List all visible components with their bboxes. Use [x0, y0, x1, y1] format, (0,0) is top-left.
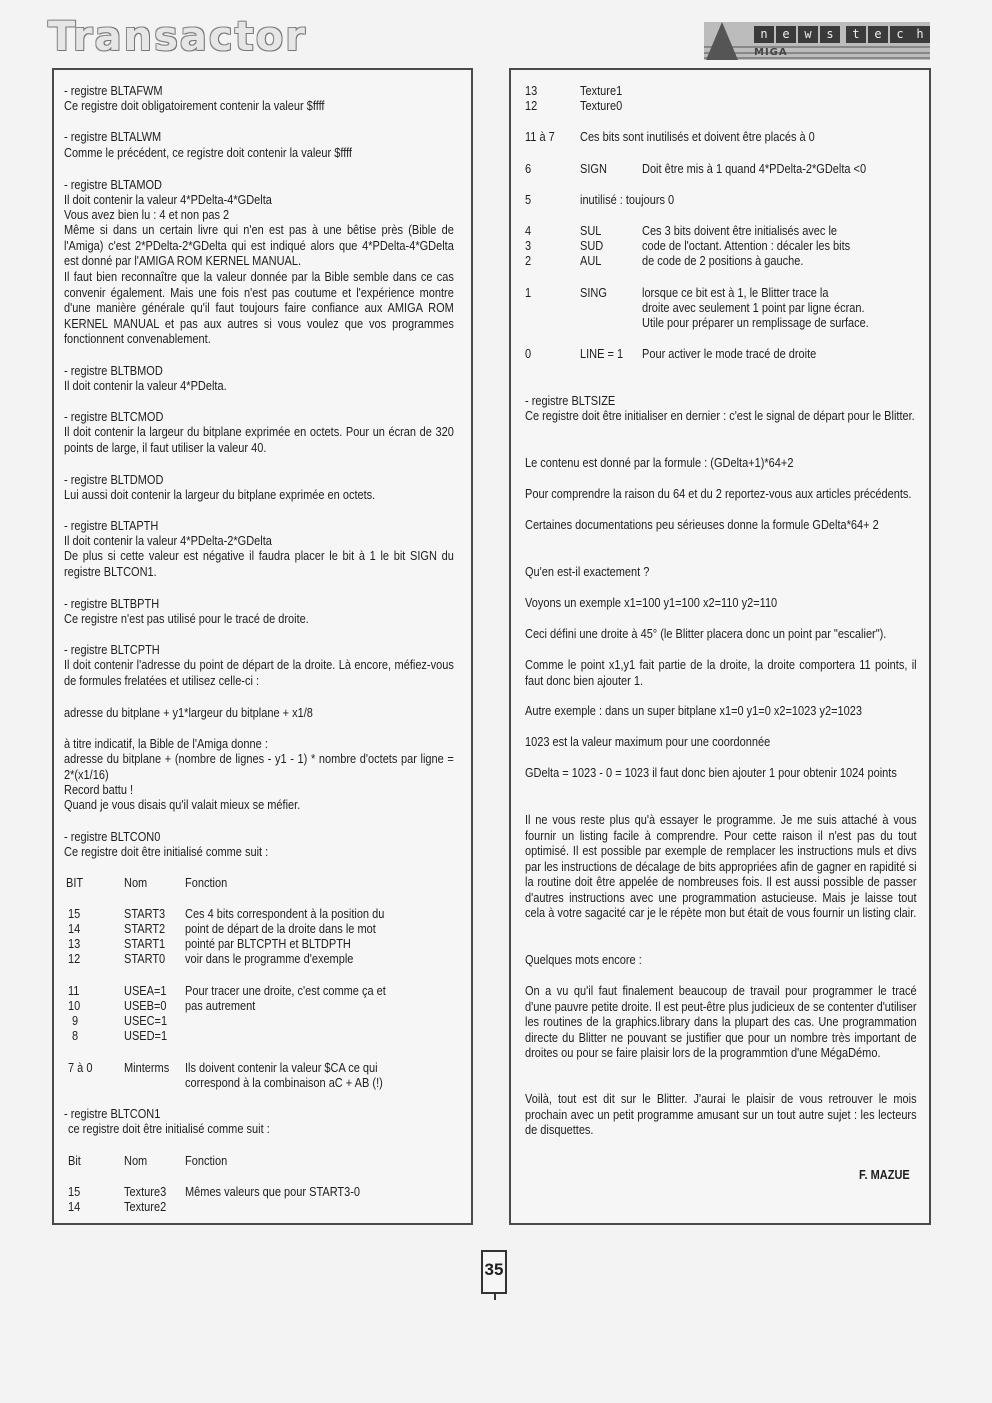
text-line: Autre exemple : dans un super bitplane x1=0 y1=0 x2=1023 y2=1023 [525, 704, 862, 718]
table-cell: AUL [580, 254, 602, 268]
text-line: Quelques mots encore : [525, 953, 642, 967]
table-header: Fonction [185, 1154, 228, 1168]
table-cell: Texture2 [124, 1200, 167, 1214]
table-cell: 11 [68, 984, 80, 998]
table-cell: START0 [124, 952, 166, 966]
logo-letter: s [820, 26, 840, 43]
table-cell: 3 [525, 239, 532, 253]
text-line: - registre BLTCMOD [64, 410, 164, 424]
logo-letter: h [910, 26, 930, 43]
table-cell: Mêmes valeurs que pour START3-0 [185, 1185, 361, 1199]
table-cell: START1 [124, 937, 166, 951]
paragraph: Même si dans un certain livre qui n'en est pas à une bêtise près (Bible de l'Amiga) c'est 2*PDelta-2*GDelta qui est indiqué alors que 4*PDelta-4*GDelta est donné par l'AMIGA ROM KERNEL MANUAL. [64, 223, 454, 268]
text-line: - registre BLTCON1 [64, 1107, 161, 1121]
text-line: Vous avez bien lu : 4 et non pas 2 [64, 208, 230, 222]
paragraph: Certaines documentations peu sérieuses donne la formule GDelta*64+ 2 [525, 518, 879, 532]
table-cell: 1 [525, 286, 532, 300]
logo-letter: e [776, 26, 796, 43]
table-cell: Ces 4 bits correspondent à la position du [185, 907, 385, 921]
paragraph: Comme le point x1,y1 fait partie de la droite, la droite comportera 11 points, il faut donc bien ajouter 1. [525, 658, 917, 688]
text-line: Le contenu est donné par la formule : (GDelta+1)*64+2 [525, 456, 794, 470]
logo-letter: t [846, 26, 866, 43]
table-cell: Ces bits sont inutilisés et doivent être placés à 0 [580, 130, 815, 144]
table-cell: USED=1 [124, 1029, 168, 1043]
text-line: - registre BLTBPTH [64, 597, 160, 611]
table-cell: 12 [525, 99, 538, 113]
paragraph: Il ne vous reste plus qu'à essayer le programme. Je me suis attaché à vous fournir un listing facile à comprendre. Pour cette raison il n'est pas du tout optimisé. Il est possible par exemple de remplacer les instructions muls et divs par les instructions de décalage de bits appropriées afin de gagner en rapidité si la routine doit être appelée de nombreuses fois. Il est aussi possible de passer d'autres instructions avec une programmation astucieuse. Mais je laisse tout cela à votre sagacité car je le répète mon but était de vous fournir un listing clair. [525, 813, 917, 920]
table-header: Fonction [185, 876, 228, 890]
text-line: - registre BLTBMOD [64, 364, 163, 378]
table-cell: 12 [68, 952, 81, 966]
table-cell: 9 [72, 1014, 79, 1028]
paragraph: Pour comprendre la raison du 64 et du 2 reportez-vous aux articles précédents. [525, 487, 912, 501]
table-cell: USEB=0 [124, 999, 167, 1013]
logo-letter: e [868, 26, 888, 43]
text-line: 1023 est la valeur maximum pour une coordonnée [525, 735, 771, 749]
paragraph: Il faut bien reconnaître que la valeur donnée par la Bible semble dans ce cas convenir également. Mais une fois n'est pas coutume et l'expérience montre d'une manière générale qu'il faut toujours faire confiance aux AMIGA ROM KERNEL MANUAL et pas aux autres si vous voulez que vos programmes fonctionnent convenablement. [64, 270, 454, 346]
table-cell: inutilisé : toujours 0 [580, 193, 675, 207]
table-cell: correspond à la combinaison aC + AB (!) [185, 1076, 383, 1090]
table-cell: 11 à 7 [525, 130, 555, 144]
table-cell: Ces 3 bits doivent être initialisés avec le [642, 224, 838, 238]
paragraph: Voilà, tout est dit sur le Blitter. J'aurai le plaisir de vous retrouver le mois prochain avec un petit programme amusant sur un tout autre sujet : les lecteurs de disquettes. [525, 1092, 917, 1137]
table-cell: Texture1 [580, 84, 623, 98]
table-cell: voir dans le programme d'exemple [185, 952, 354, 966]
paragraph: On a vu qu'il faut finalement beaucoup de travail pour programmer le tracé d'une pauvre petite droite. Il est peut-être plus judicieux de se contenter d'utiliser les routines de la graphics.library dans la plupart des cas. Une programmation directe du Blitter ne pouvant se justifier que pour un nombre très important de droites ou pour se faire plaisir lors de la programmtion d'une MégaDémo. [525, 984, 917, 1060]
left-column [52, 68, 473, 1225]
table-cell: 0 [525, 347, 532, 361]
text-line: Voyons un exemple x1=100 y1=100 x2=110 y2=110 [525, 596, 778, 610]
paragraph: Ceci défini une droite à 45° (le Blitter placera donc un point par "escalier"). [525, 627, 887, 641]
paragraph: Ce registre doit être initialiser en dernier : c'est le signal de départ pour le Blitter. [525, 409, 915, 423]
table-cell: Minterms [124, 1061, 170, 1075]
text-line: ce registre doit être initialisé comme suit : [68, 1122, 270, 1136]
author-signature: F. MAZUE [859, 1168, 910, 1182]
table-cell: 14 [68, 922, 81, 936]
text-line: Record battu ! [64, 783, 134, 797]
text-line: - registre BLTSIZE [525, 394, 616, 408]
table-cell: 15 [68, 907, 81, 921]
text-line: Qu'en est-il exactement ? [525, 565, 650, 579]
table-header: BIT [66, 876, 84, 890]
paragraph: Il doit contenir l'adresse du point de départ de la droite. Là encore, méfiez-vous de formules frelatées et utilisez celle-ci : [64, 658, 454, 688]
table-cell: Utile pour préparer un remplissage de surface. [642, 316, 869, 330]
table-cell: lorsque ce bit est à 1, le Blitter trace la [642, 286, 829, 300]
text-line: Il doit contenir la valeur 4*PDelta. [64, 379, 227, 393]
table-cell: code de l'octant. Attention : décaler les bits [642, 239, 851, 253]
table-header: Nom [124, 876, 148, 890]
table-cell: Texture3 [124, 1185, 167, 1199]
table-cell: Texture0 [580, 99, 623, 113]
table-cell: 8 [72, 1029, 79, 1043]
table-cell: 15 [68, 1185, 81, 1199]
table-cell: SIGN [580, 162, 607, 176]
table-cell: 10 [68, 999, 81, 1013]
table-cell: Ils doivent contenir la valeur $CA ce qui [185, 1061, 378, 1075]
text-line: Il doit contenir la valeur 4*PDelta-2*GDelta [64, 534, 272, 548]
text-line: Ce registre n'est pas utilisé pour le tracé de droite. [64, 612, 309, 626]
text-line: à titre indicatif, la Bible de l'Amiga donne : [64, 737, 268, 751]
text-line: - registre BLTDMOD [64, 473, 164, 487]
text-line: Lui aussi doit contenir la largeur du bitplane exprimée en octets. [64, 488, 376, 502]
text-line: - registre BLTAPTH [64, 519, 159, 533]
text-line: Ce registre doit être initialisé comme suit : [64, 845, 269, 859]
table-header: Bit [68, 1154, 81, 1168]
paragraph: GDelta = 1023 - 0 = 1023 il faut donc bien ajouter 1 pour obtenir 1024 points [525, 766, 897, 780]
table-header: Nom [124, 1154, 148, 1168]
formula: adresse du bitplane + y1*largeur du bitplane + x1/8 [64, 706, 313, 720]
paragraph: Il doit contenir la largeur du bitplane exprimée en octets. Pour un écran de 320 points de large, il faut utiliser la valeur 40. [64, 425, 454, 455]
table-cell: SING [580, 286, 607, 300]
right-column [509, 68, 931, 1225]
table-cell: 2 [525, 254, 532, 268]
table-cell: 14 [68, 1200, 81, 1214]
table-cell: SUD [580, 239, 604, 253]
page-number: 35 [481, 1250, 507, 1294]
table-cell: Doit être mis à 1 quand 4*PDelta-2*GDelta <0 [642, 162, 867, 176]
table-cell: de code de 2 positions à gauche. [642, 254, 804, 268]
table-cell: START2 [124, 922, 166, 936]
table-cell: LINE = 1 [580, 347, 624, 361]
table-cell: Pour activer le mode tracé de droite [642, 347, 817, 361]
table-cell: 4 [525, 224, 532, 238]
paragraph: De plus si cette valeur est négative il faudra placer le bit à 1 le bit SIGN du registre BLTCON1. [64, 549, 454, 579]
table-cell: droite avec seulement 1 point par ligne écran. [642, 301, 865, 315]
table-cell: pas autrement [185, 999, 256, 1013]
text-line: Comme le précédent, ce registre doit contenir la valeur $ffff [64, 146, 352, 160]
logo-letter: w [798, 26, 818, 43]
text-line: - registre BLTAMOD [64, 178, 162, 192]
text-line: - registre BLTCPTH [64, 643, 160, 657]
logo-letter: n [754, 26, 774, 43]
text-line: - registre BLTALWM [64, 130, 162, 144]
table-cell: USEA=1 [124, 984, 167, 998]
table-cell: 5 [525, 193, 532, 207]
table-cell: 13 [68, 937, 81, 951]
text-line: - registre BLTCON0 [64, 830, 161, 844]
newstech-logo [704, 22, 930, 60]
magazine-title: Transactor [48, 14, 307, 60]
table-cell: pointé par BLTCPTH et BLTDPTH [185, 937, 351, 951]
table-cell: 13 [525, 84, 538, 98]
table-cell: START3 [124, 907, 166, 921]
table-cell: USEC=1 [124, 1014, 168, 1028]
table-cell: 6 [525, 162, 532, 176]
table-cell: point de départ de la droite dans le mot [185, 922, 376, 936]
table-cell: Pour tracer une droite, c'est comme ça et [185, 984, 386, 998]
table-cell: 7 à 0 [68, 1061, 93, 1075]
table-cell: SUL [580, 224, 602, 238]
logo-letter: c [890, 26, 910, 43]
text-line: Il doit contenir la valeur 4*PDelta-4*GDelta [64, 193, 272, 207]
text-line: Ce registre doit obligatoirement contenir la valeur $ffff [64, 99, 325, 113]
text-line: - registre BLTAFWM [64, 84, 163, 98]
paragraph: adresse du bitplane + (nombre de lignes - y1 - 1) * nombre d'octets par ligne = 2*(x1/16) [64, 752, 454, 782]
text-line: Quand je vous disais qu'il valait mieux se méfier. [64, 798, 301, 812]
logo-subtitle: MIGA [754, 47, 788, 58]
